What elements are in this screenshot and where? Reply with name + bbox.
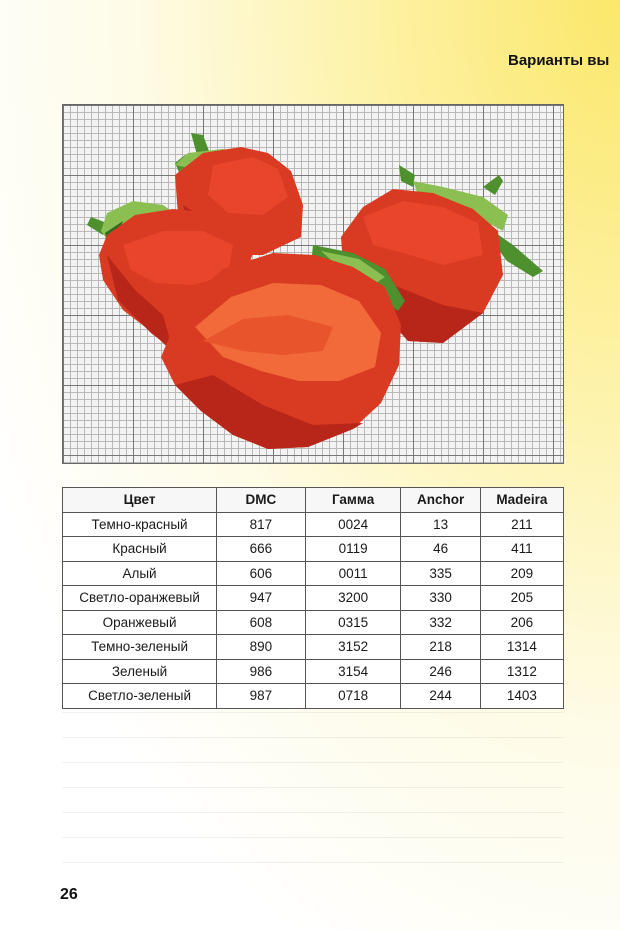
cell-anchor: 335 <box>401 561 480 586</box>
cell-anchor: 46 <box>401 537 480 562</box>
table-row <box>63 586 564 611</box>
table-row <box>63 684 564 709</box>
cell-anchor: 246 <box>401 659 480 684</box>
cell-gamma: 3200 <box>305 586 401 611</box>
show-through-background <box>62 712 564 882</box>
cell-gamma: 3154 <box>305 659 401 684</box>
cell-color: Светло-зеленый <box>63 684 217 709</box>
cell-color: Светло-оранжевый <box>63 586 217 611</box>
cell-anchor: 244 <box>401 684 480 709</box>
cell-madeira: 411 <box>480 537 563 562</box>
cell-gamma: 0119 <box>305 537 401 562</box>
header-madeira: Madeira <box>480 488 563 513</box>
cell-gamma: 0024 <box>305 512 401 537</box>
cell-anchor: 332 <box>401 610 480 635</box>
cell-madeira: 205 <box>480 586 563 611</box>
table-row <box>63 537 564 562</box>
cell-anchor: 330 <box>401 586 480 611</box>
table-row <box>63 635 564 660</box>
strawberry-pattern-icon <box>63 105 565 465</box>
cell-dmc: 987 <box>217 684 306 709</box>
cell-dmc: 666 <box>217 537 306 562</box>
color-key-table <box>62 487 564 709</box>
table-row <box>63 512 564 537</box>
table-row <box>63 561 564 586</box>
page-number: 26 <box>60 886 78 903</box>
table-row <box>63 610 564 635</box>
header-gamma: Гамма <box>305 488 401 513</box>
cell-madeira: 211 <box>480 512 563 537</box>
cell-gamma: 0011 <box>305 561 401 586</box>
cell-gamma: 0718 <box>305 684 401 709</box>
cross-stitch-pattern <box>62 104 564 464</box>
cell-dmc: 817 <box>217 512 306 537</box>
cell-madeira: 1403 <box>480 684 563 709</box>
header-anchor: Anchor <box>401 488 480 513</box>
cell-dmc: 986 <box>217 659 306 684</box>
table-header-row <box>63 488 564 513</box>
cell-anchor: 218 <box>401 635 480 660</box>
cell-color: Красный <box>63 537 217 562</box>
cell-dmc: 947 <box>217 586 306 611</box>
table-row <box>63 659 564 684</box>
cell-gamma: 3152 <box>305 635 401 660</box>
cell-color: Оранжевый <box>63 610 217 635</box>
cell-gamma: 0315 <box>305 610 401 635</box>
cell-dmc: 890 <box>217 635 306 660</box>
cell-anchor: 13 <box>401 512 480 537</box>
cell-madeira: 206 <box>480 610 563 635</box>
header-dmc: DMC <box>217 488 306 513</box>
cell-dmc: 608 <box>217 610 306 635</box>
cell-color: Зеленый <box>63 659 217 684</box>
header-color: Цвет <box>63 488 217 513</box>
cell-madeira: 1312 <box>480 659 563 684</box>
section-heading: Варианты вы <box>508 52 610 69</box>
cell-color: Темно-красный <box>63 512 217 537</box>
cell-madeira: 209 <box>480 561 563 586</box>
cell-color: Темно-зеленый <box>63 635 217 660</box>
cell-dmc: 606 <box>217 561 306 586</box>
cell-madeira: 1314 <box>480 635 563 660</box>
cell-color: Алый <box>63 561 217 586</box>
